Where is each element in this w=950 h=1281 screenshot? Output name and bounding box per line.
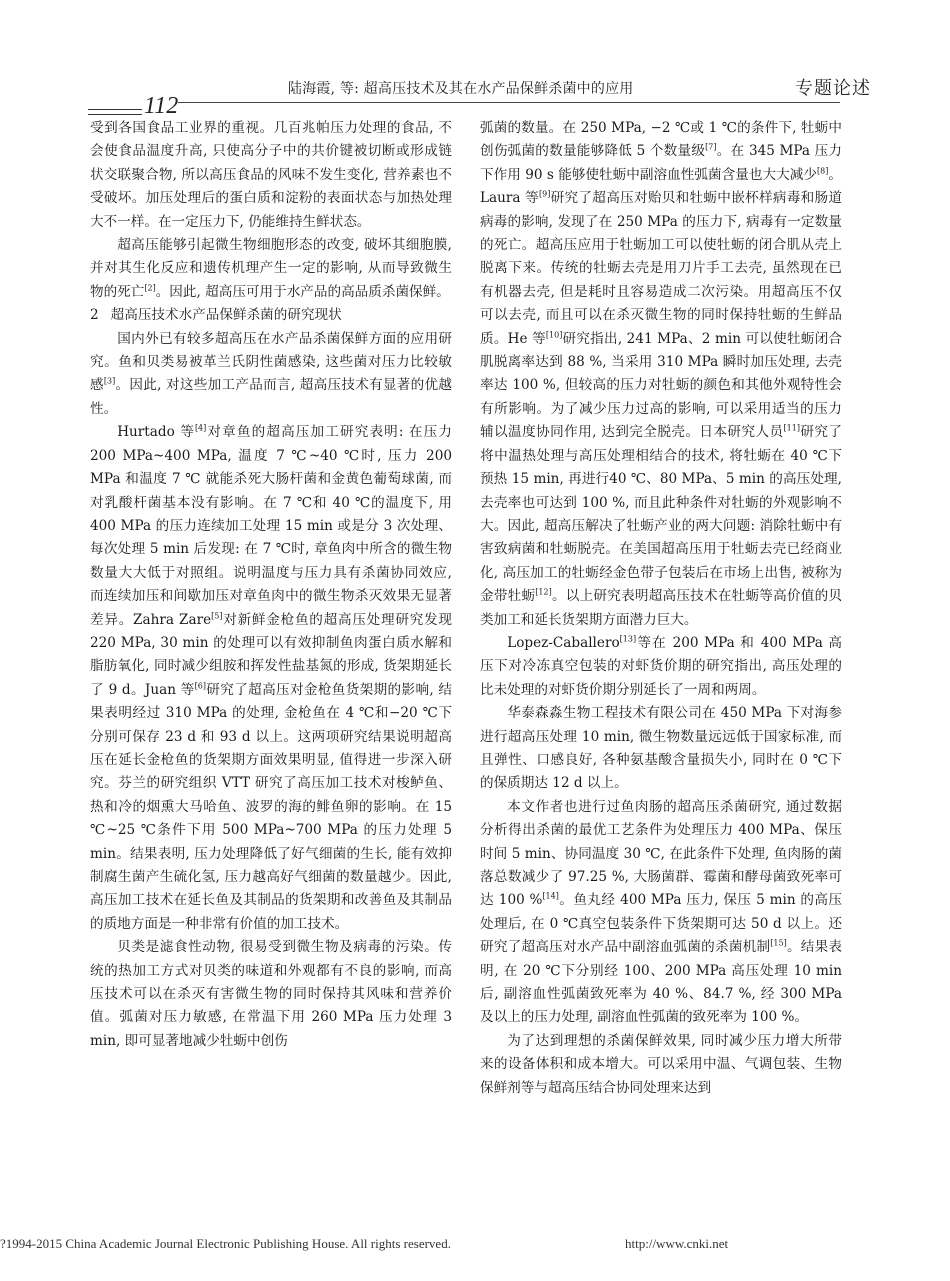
paragraph: 为了达到理想的杀菌保鲜效果, 同时减少压力增大所带来的设备体积和成本增大。可以采用中温、气调包装、生物保鲜剂等与超高压结合协同处理来达到: [480, 1032, 842, 1096]
right-column: [480, 117, 842, 1100]
left-column: [90, 117, 452, 1053]
footer-copyright: ?1994-2015 China Academic Journal Electronic Publishing House. All rights reserved.: [0, 1236, 451, 1251]
citation: [11]: [783, 423, 800, 433]
page-header: [0, 0, 950, 120]
paragraph: 国内外已有较多超高压在水产品杀菌保鲜方面的应用研究。鱼和贝类易被革兰氏阴性菌感染, 这些菌对压力比较敏感[3]。因此, 对这些加工产品而言, 超高压技术有显著的优越性。: [90, 330, 452, 417]
section-number: 2: [90, 307, 99, 324]
footer-url[interactable]: http://www.cnki.net: [625, 1236, 729, 1251]
paragraph: 贝类是滤食性动物, 很易受到微生物及病毒的污染。传统的热加工方式对贝类的味道和外观都有不良的影响, 而高压技术可以在杀灭有害微生物的同时保持其风味和营养价值。弧菌对压力敏感, 在常温下用 260 MPa 压力处理 3 min, 即可显著地减少牡蛎中创伤: [90, 939, 452, 1049]
citation: [7]: [705, 142, 717, 152]
header-rule: [178, 102, 840, 103]
citation: [13]: [619, 634, 637, 644]
page-number: 112: [144, 93, 179, 119]
citation: [12]: [535, 587, 552, 597]
citation: [4]: [194, 423, 207, 433]
page-footer: [0, 1236, 950, 1266]
section-tag: 专题论述: [795, 78, 871, 99]
section-heading: [90, 304, 452, 327]
citation: [3]: [103, 376, 116, 386]
paragraph: Hurtado 等[4]对章鱼的超高压加工研究表明: 在压力 200 MPa~400 MPa, 温度 7 ℃~40 ℃时, 压力 200 MPa 和温度 7 ℃ 就能杀死大肠杆菌和金黄色葡萄球菌, 而对乳酸杆菌基本没有影响。在 7 ℃和 40 ℃的温度下, 用 400 MPa 的压力连续加工处理 15 min 或是分 3 次处理、每次处理 5 min 后发现: 在 7 ℃时, 章鱼肉中所含的微生物数量大大低于对照组。说明温度与压力具有杀菌协同效应, 而连续加压和间歇加压对章鱼肉中的微生物杀灭效果无显著差异。Zahra Zare[5]对新鲜金枪鱼的超高压处理研究发现 220 MPa, 30 min 的处理可以有效抑制鱼肉蛋白质水解和脂肪氧化, 同时减少组胺和挥发性盐基氮的形成, 货架期延长了 9 d。Juan 等[6]研究了超高压对金枪鱼货架期的影响, 结果表明经过 310 MPa 的处理, 金枪鱼在 4 ℃和−20 ℃下分别可保存 23 d 和 93 d 以上。这两项研究结果说明超高压在延长金枪鱼的货架期方面效果明显, 值得进一步深入研究。芬兰的研究组织 VTT 研究了高压加工技术对梭鲈鱼、热和冷的烟熏大马哈鱼、波罗的海的鲱鱼卵的影响。在 15 ℃~25 ℃条件下用 500 MPa~700 MPa 的压力处理 5 min。结果表明, 压力处理降低了好气细菌的生长, 能有效抑制腐生菌产生硫化氢, 压力越高好气细菌的数量越少。因此, 高压加工技术在延长鱼及其制品的货架期和改善鱼及其制品的质地方面是一种非常有价值的加工技术。: [90, 423, 453, 932]
paragraph: 受到各国食品工业界的重视。几百兆帕压力处理的食品, 不会使食品温度升高, 只使高分子中的共价键被切断或形成链状交联聚合物, 所以高压食品的风味不发生变化, 营养素也不受破坏。加压处理后的蛋白质和淀粉的表面状态与加热处理大不一样。在一定压力下, 仍能维持生鲜状态。: [90, 120, 452, 230]
citation: [8]: [817, 166, 829, 176]
paragraph: 弧菌的数量。在 250 MPa, −2 ℃或 1 ℃的条件下, 牡蛎中创伤弧菌的数量能够降低 5 个数量级[7]。在 345 MPa 压力下作用 90 s 能够使牡蛎中副溶血性弧菌含量也大大减少[8]。Laura 等[9]研究了超高压对贻贝和牡蛎中嵌杯样病毒和肠道病毒的影响, 发现了在 250 MPa 的压力下, 病毒有一定数量的死亡。超高压应用于牡蛎加工可以使牡蛎的闭合肌从壳上脱离下来。传统的牡蛎去壳是用刀片手工去壳, 虽然现在已有机器去壳, 但是耗时且容易造成二次污染。用超高压不仅可以去壳, 而且可以在杀灭微生物的同时保持牡蛎的生鲜品质。He 等[10]研究指出, 241 MPa、2 min 可以使牡蛎闭合肌脱离率达到 88 %, 当采用 310 MPa 瞬时加压处理, 去壳率达 100 %, 但较高的压力对牡蛎的颜色和其他外观特性会有所影响。为了减少压力过高的影响, 可以采用适当的压力辅以温度协同作用, 达到完全脱壳。日本研究人员[11]研究了将中温热处理与高压处理相结合的技术, 将牡蛎在 40 ℃下预热 15 min, 再进行40 ℃、80 MPa、5 min 的高压处理, 去壳率也可达到 100 %, 而且此种条件对牡蛎的外观影响不大。因此, 超高压解决了牡蛎产业的两大问题: 消除牡蛎中有害致病菌和牡蛎脱壳。在美国超高压用于牡蛎去壳已经商业化, 高压加工的牡蛎经金色带子包装后在市场上出售, 被称为金带牡蛎[12]。以上研究表明超高压技术在牡蛎等高价值的贝类加工和延长货架期方面潜力巨大。: [480, 120, 843, 628]
paragraph: 本文作者也进行过鱼肉肠的超高压杀菌研究, 通过数据分析得出杀菌的最优工艺条件为处理压力 400 MPa、保压时间 5 min、协同温度 30 ℃, 在此条件下处理, 鱼肉肠的菌落总数减少了 97.25 %, 大肠菌群、霉菌和酵母菌致死率可达 100 %[14]。鱼丸经 400 MPa 压力, 保压 5 min 的高压处理后, 在 0 ℃真空包装条件下货架期可达 50 d 以上。还研究了超高压对水产品中副溶血弧菌的杀菌机制[15]。结果表明, 在 20 ℃下分别经 100、200 MPa 高压处理 10 min 后, 副溶血性弧菌致死率为 40 %、84.7 %, 经 300 MPa 及以上的压力处理, 副溶血性弧菌的致死率为 100 %。: [480, 798, 843, 1026]
citation: [10]: [545, 330, 563, 340]
paragraph: 超高压能够引起微生物细胞形态的改变, 破坏其细胞膜, 并对其生化反应和遗传机理产生一定的影响, 从而导致微生物的死亡[2]。因此, 超高压可用于水产品的高品质杀菌保鲜。: [90, 237, 452, 300]
paragraph: 华泰森淼生物工程技术有限公司在 450 MPa 下对海参进行超高压处理 10 min, 微生物数量远远低于国家标准, 而且弹性、口感良好, 各种氨基酸含量损失小, 同时在 0 ℃下的保质期达 12 d 以上。: [480, 705, 842, 792]
citation: [6]: [194, 681, 206, 691]
page-number-rule: [88, 109, 142, 115]
running-title: 陆海霞, 等: 超高压技术及其在水产品保鲜杀菌中的应用: [288, 81, 634, 97]
citation: [14]: [542, 891, 559, 901]
citation: [9]: [539, 189, 551, 199]
citation: [2]: [144, 283, 156, 293]
citation: [15]: [770, 938, 787, 948]
paragraph: Lopez-Caballero[13]等在 200 MPa 和 400 MPa 高压下对冷冻真空包装的对虾货价期的研究指出, 高压处理的比未处理的对虾货价期分别延长了一周和两周。: [480, 634, 842, 698]
citation: [5]: [211, 611, 223, 620]
section-title: 超高压技术水产品保鲜杀菌的研究现状: [110, 307, 342, 324]
